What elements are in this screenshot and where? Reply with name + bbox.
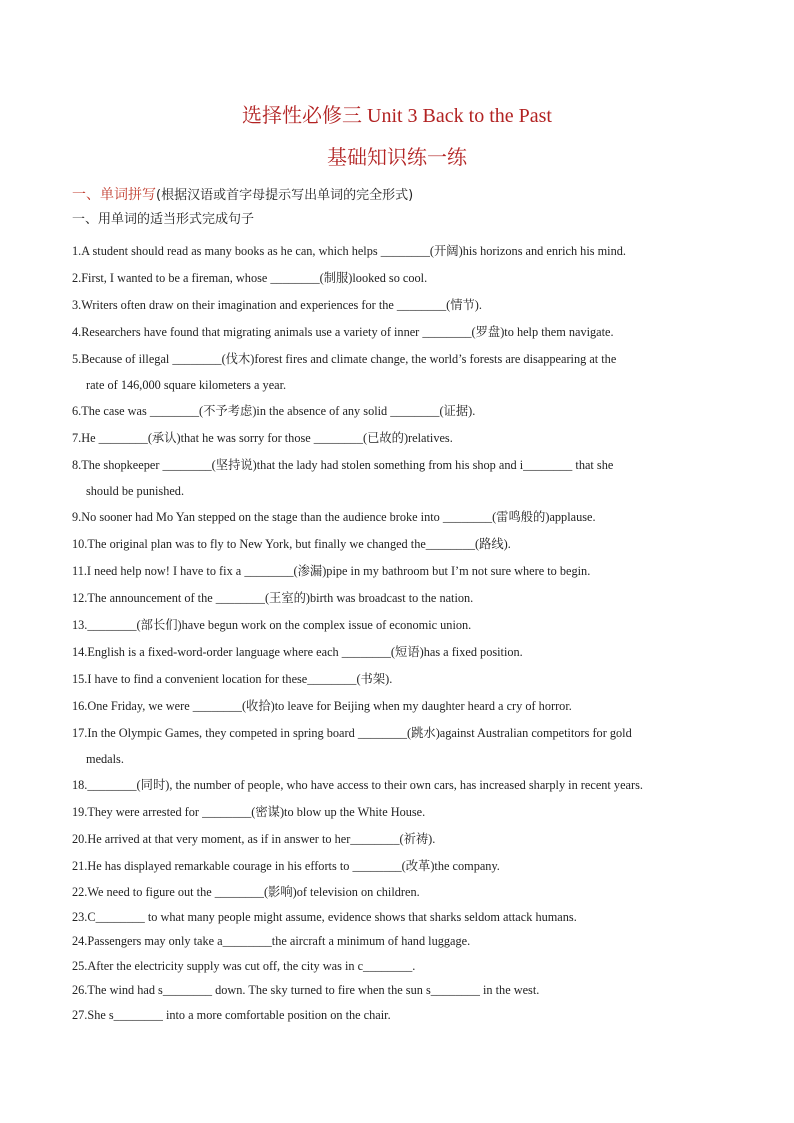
exercise-item-20: 20.He arrived at that very moment, as if in answer to her________(祈祷).	[72, 832, 436, 846]
exercise-item-8-line1: 8.The shopkeeper ________(坚持说)that the lady had stolen something from his shop and i________ that she	[72, 458, 614, 472]
exercise-item-3: 3.Writers often draw on their imagination and experiences for the ________(情节).	[72, 298, 482, 312]
exercise-item-10: 10.The original plan was to fly to New York, but finally we changed the________(路线).	[72, 537, 511, 551]
document-subtitle: 基础知识练一练	[327, 147, 467, 169]
exercise-item-5-line1: 5.Because of illegal ________(伐木)forest fires and climate change, the world’s forests are disappearing at the	[72, 352, 617, 366]
exercise-item-5-line2: rate of 146,000 square kilometers a year.	[86, 378, 287, 392]
exercise-item-25: 25.After the electricity supply was cut off, the city was in c________.	[72, 958, 416, 973]
section-heading-row	[72, 185, 413, 206]
exercise-item-21: 21.He has displayed remarkable courage in his efforts to ________(改革)the company.	[72, 859, 500, 873]
exercise-item-12: 12.The announcement of the ________(王室的)birth was broadcast to the nation.	[72, 591, 474, 605]
exercise-item-7: 7.He ________(承认)that he was sorry for those ________(已故的)relatives.	[72, 431, 453, 445]
subsection-heading: 一、用单词的适当形式完成句子	[72, 212, 255, 227]
exercise-item-9: 9.No sooner had Mo Yan stepped on the stage than the audience broke into ________(雷鸣般的)applause.	[72, 510, 596, 524]
exercise-item-8	[72, 452, 723, 504]
exercise-item-16: 16.One Friday, we were ________(收拾)to leave for Beijing when my daughter heard a cry of horror.	[72, 699, 572, 713]
exercise-item-22: 22.We need to figure out the ________(影响)of television on children.	[72, 885, 420, 899]
exercise-list	[72, 238, 723, 1027]
exercise-item-1: 1.A student should read as many books as he can, which helps ________(开阔)his horizons and enrich his mind.	[72, 244, 626, 258]
exercise-item-2: 2.First, I wanted to be a fireman, whose ________(制服)looked so cool.	[72, 271, 428, 285]
exercise-item-19: 19.They were arrested for ________(密谋)to blow up the White House.	[72, 805, 426, 819]
exercise-item-14: 14.English is a fixed-word-order language where each ________(短语)has a fixed position.	[72, 645, 523, 659]
exercise-item-11: 11.I need help now! I have to fix a ________(渗漏)pipe in my bathroom but I’m not sure where to begin.	[72, 564, 591, 578]
exercise-item-17	[72, 720, 723, 772]
exercise-item-6: 6.The case was ________(不予考虑)in the absence of any solid ________(证据).	[72, 404, 476, 418]
exercise-item-17-line2: medals.	[86, 752, 124, 766]
exercise-item-8-line2: should be punished.	[86, 484, 185, 498]
exercise-item-4: 4.Researchers have found that migrating animals use a variety of inner ________(罗盘)to help them navigate.	[72, 325, 614, 339]
exercise-item-23: 23.C________ to what many people might assume, evidence shows that sharks seldom attack humans.	[72, 909, 577, 924]
exercise-item-18: 18.________(同时), the number of people, who have access to their own cars, has increased sharply in recent years.	[72, 778, 643, 792]
exercise-item-15: 15.I have to find a convenient location for these________(书架).	[72, 672, 393, 686]
exercise-item-13: 13.________(部长们)have begun work on the complex issue of economic union.	[72, 618, 472, 632]
document-title: 选择性必修三 Unit 3 Back to the Past	[242, 105, 552, 127]
exercise-item-17-line1: 17.In the Olympic Games, they competed in spring board ________(跳水)against Australian competitors for gold	[72, 726, 632, 740]
exercise-item-5	[72, 346, 723, 398]
exercise-item-27: 27.She s________ into a more comfortable position on the chair.	[72, 1007, 391, 1022]
exercise-item-26: 26.The wind had s________ down. The sky turned to fire when the sun s________ in the west.	[72, 983, 540, 997]
section-instruction: (根据汉语或首字母提示写出单词的完全形式)	[156, 188, 414, 203]
section-heading: 一、单词拼写	[72, 187, 156, 203]
exercise-item-24: 24.Passengers may only take a________the aircraft a minimum of hand luggage.	[72, 934, 471, 948]
